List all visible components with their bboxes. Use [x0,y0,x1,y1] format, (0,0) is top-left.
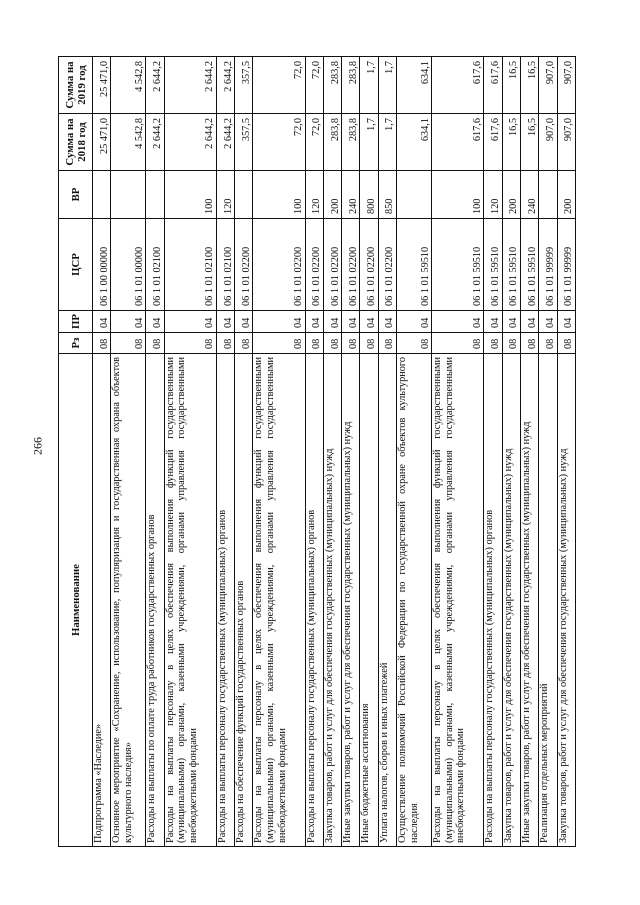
cell-vr: 100 [432,171,484,219]
cell-vr: 200 [323,171,341,219]
cell-sum-2019: 617,6 [432,57,484,114]
cell-pr: 04 [378,311,396,333]
table-row [253,57,305,847]
header-rz: Рз [59,333,93,354]
header-sum-2018: Сумма на 2018 год [59,114,93,171]
cell-vr [93,171,111,219]
cell-pr: 04 [323,311,341,333]
cell-name: Расходы на выплаты персоналу государственных (муниципальных) органов [484,354,502,847]
cell-name: Расходы на выплаты персоналу государственных (муниципальных) органов [216,354,234,847]
cell-csr: 06 1 01 02200 [235,219,253,311]
cell-rz: 08 [342,333,360,354]
cell-vr: 100 [164,171,216,219]
cell-csr: 06 1 01 02200 [378,219,396,311]
cell-sum-2018: 16,5 [502,114,520,171]
header-name: Наименование [59,354,93,847]
cell-csr: 06 1 01 02200 [342,219,360,311]
cell-sum-2018: 283,8 [323,114,341,171]
cell-name: Реализация отдельных мероприятий [539,354,557,847]
cell-vr [146,171,164,219]
cell-name: Закупка товаров, работ и услуг для обеспечения государственных (муниципальных) нужд [557,354,575,847]
cell-sum-2018: 2 644,2 [216,114,234,171]
table-row [378,57,396,847]
cell-name: Расходы на выплаты по оплате труда работников государственных органов [146,354,164,847]
cell-name: Расходы на выплаты персоналу государственных (муниципальных) органов [305,354,323,847]
cell-sum-2019: 72,0 [253,57,305,114]
cell-pr: 04 [93,311,111,333]
cell-sum-2018: 357,5 [235,114,253,171]
table-body [93,57,576,847]
table-row [520,57,538,847]
cell-csr: 06 1 01 02100 [216,219,234,311]
cell-pr: 04 [111,311,146,333]
cell-csr: 06 1 01 00000 [111,219,146,311]
cell-rz: 08 [397,333,432,354]
cell-sum-2019: 2 644,2 [146,57,164,114]
cell-csr: 06 1 01 02200 [305,219,323,311]
cell-sum-2019: 16,5 [520,57,538,114]
cell-rz: 08 [235,333,253,354]
table-row [432,57,484,847]
table-row [360,57,378,847]
cell-sum-2019: 283,8 [323,57,341,114]
cell-name: Расходы на выплаты персоналу в целях обеспечения выполнения функций государственными (муниципальными) органами, казенными учреждениями, органами управления государственными внебюджетными фондами [164,354,216,847]
cell-rz: 08 [111,333,146,354]
cell-sum-2019: 4 542,8 [111,57,146,114]
cell-pr: 04 [342,311,360,333]
cell-csr: 06 1 01 02100 [146,219,164,311]
cell-pr: 04 [397,311,432,333]
cell-pr: 04 [539,311,557,333]
table-row [397,57,432,847]
cell-pr: 04 [502,311,520,333]
cell-sum-2019: 907,0 [557,57,575,114]
cell-rz: 08 [502,333,520,354]
cell-sum-2019: 617,6 [484,57,502,114]
cell-sum-2018: 25 471,0 [93,114,111,171]
cell-rz: 08 [520,333,538,354]
cell-sum-2018: 1,7 [378,114,396,171]
cell-csr: 06 1 01 02200 [360,219,378,311]
header-csr: ЦСР [59,219,93,311]
cell-vr: 200 [557,171,575,219]
cell-sum-2018: 1,7 [360,114,378,171]
cell-vr: 200 [502,171,520,219]
cell-sum-2018: 72,0 [253,114,305,171]
cell-rz: 08 [305,333,323,354]
cell-sum-2019: 2 644,2 [164,57,216,114]
cell-vr: 850 [378,171,396,219]
cell-csr: 06 1 01 99999 [539,219,557,311]
cell-pr: 04 [432,311,484,333]
cell-pr: 04 [484,311,502,333]
rotated-table-area [58,57,576,847]
cell-rz: 08 [557,333,575,354]
cell-pr: 04 [520,311,538,333]
cell-sum-2018: 72,0 [305,114,323,171]
cell-vr: 100 [253,171,305,219]
cell-rz: 08 [216,333,234,354]
cell-rz: 08 [539,333,557,354]
cell-vr [397,171,432,219]
cell-sum-2018: 283,8 [342,114,360,171]
table-row [557,57,575,847]
cell-name: Уплата налогов, сборов и иных платежей [378,354,396,847]
cell-sum-2019: 283,8 [342,57,360,114]
cell-vr: 240 [342,171,360,219]
cell-sum-2018: 617,6 [432,114,484,171]
cell-rz: 08 [146,333,164,354]
table-row [484,57,502,847]
cell-sum-2018: 2 644,2 [146,114,164,171]
cell-sum-2018: 4 542,8 [111,114,146,171]
cell-sum-2018: 907,0 [539,114,557,171]
cell-csr: 06 1 01 02200 [253,219,305,311]
cell-rz: 08 [360,333,378,354]
cell-name: Закупка товаров, работ и услуг для обеспечения государственных (муниципальных) нужд [502,354,520,847]
cell-name: Закупка товаров, работ и услуг для обеспечения государственных (муниципальных) нужд [323,354,341,847]
cell-rz: 08 [93,333,111,354]
cell-vr: 120 [305,171,323,219]
table-row [502,57,520,847]
cell-rz: 08 [432,333,484,354]
cell-csr: 06 1 01 02200 [323,219,341,311]
cell-name: Иные закупки товаров, работ и услуг для обеспечения государственных (муниципальных) нужд [520,354,538,847]
cell-sum-2018: 16,5 [520,114,538,171]
cell-csr: 06 1 01 59510 [502,219,520,311]
cell-sum-2019: 634,1 [397,57,432,114]
cell-pr: 04 [164,311,216,333]
cell-rz: 08 [323,333,341,354]
cell-name: Иные закупки товаров, работ и услуг для обеспечения государственных (муниципальных) нужд [342,354,360,847]
cell-csr: 06 1 00 00000 [93,219,111,311]
cell-rz: 08 [164,333,216,354]
cell-pr: 04 [146,311,164,333]
cell-rz: 08 [253,333,305,354]
table-row [146,57,164,847]
cell-pr: 04 [557,311,575,333]
cell-vr: 120 [484,171,502,219]
table-row [93,57,111,847]
budget-table [58,56,576,847]
cell-sum-2019: 907,0 [539,57,557,114]
cell-csr: 06 1 01 59510 [520,219,538,311]
table-row [164,57,216,847]
cell-sum-2018: 907,0 [557,114,575,171]
cell-csr: 06 1 01 59510 [484,219,502,311]
cell-vr [235,171,253,219]
cell-pr: 04 [216,311,234,333]
cell-vr [111,171,146,219]
table-row [111,57,146,847]
cell-sum-2019: 1,7 [378,57,396,114]
cell-vr: 120 [216,171,234,219]
cell-name: Основное мероприятие «Сохранение, использование, популяризация и государственная охрана объектов культурного наследия» [111,354,146,847]
cell-pr: 04 [235,311,253,333]
cell-sum-2019: 1,7 [360,57,378,114]
cell-sum-2019: 2 644,2 [216,57,234,114]
cell-name: Осуществление полномочий Российской Федерации по государственной охране объектов культурного наследия [397,354,432,847]
cell-vr: 240 [520,171,538,219]
cell-rz: 08 [484,333,502,354]
cell-pr: 04 [360,311,378,333]
cell-sum-2019: 72,0 [305,57,323,114]
cell-rz: 08 [378,333,396,354]
cell-pr: 04 [253,311,305,333]
cell-name: Подпрограмма «Наследие» [93,354,111,847]
header-sum-2019: Сумма на 2019 год [59,57,93,114]
cell-pr: 04 [305,311,323,333]
cell-csr: 06 1 01 99999 [557,219,575,311]
cell-sum-2018: 2 644,2 [164,114,216,171]
cell-csr: 06 1 01 59510 [397,219,432,311]
table-row [323,57,341,847]
table-row [342,57,360,847]
table-row [235,57,253,847]
cell-name: Расходы на обеспечение функций государственных органов [235,354,253,847]
cell-sum-2018: 617,6 [484,114,502,171]
page-number: 266 [30,437,45,455]
cell-sum-2019: 357,5 [235,57,253,114]
table-row [216,57,234,847]
cell-csr: 06 1 01 02100 [164,219,216,311]
cell-sum-2019: 16,5 [502,57,520,114]
header-vr: ВР [59,171,93,219]
cell-sum-2019: 25 471,0 [93,57,111,114]
cell-name: Расходы на выплаты персоналу в целях обеспечения выполнения функций государственными (муниципальными) органами, казенными учреждениями, органами управления государственными внебюджетными фондами [432,354,484,847]
cell-vr: 800 [360,171,378,219]
table-header-row [59,57,93,847]
table-row [539,57,557,847]
cell-name: Иные бюджетные ассигнования [360,354,378,847]
cell-name: Расходы на выплаты персоналу в целях обеспечения выполнения функций государственными (муниципальными) органами, казенными учреждениями, органами управления государственными внебюджетными фондами [253,354,305,847]
cell-vr [539,171,557,219]
header-pr: ПР [59,311,93,333]
cell-csr: 06 1 01 59510 [432,219,484,311]
cell-sum-2018: 634,1 [397,114,432,171]
table-row [305,57,323,847]
